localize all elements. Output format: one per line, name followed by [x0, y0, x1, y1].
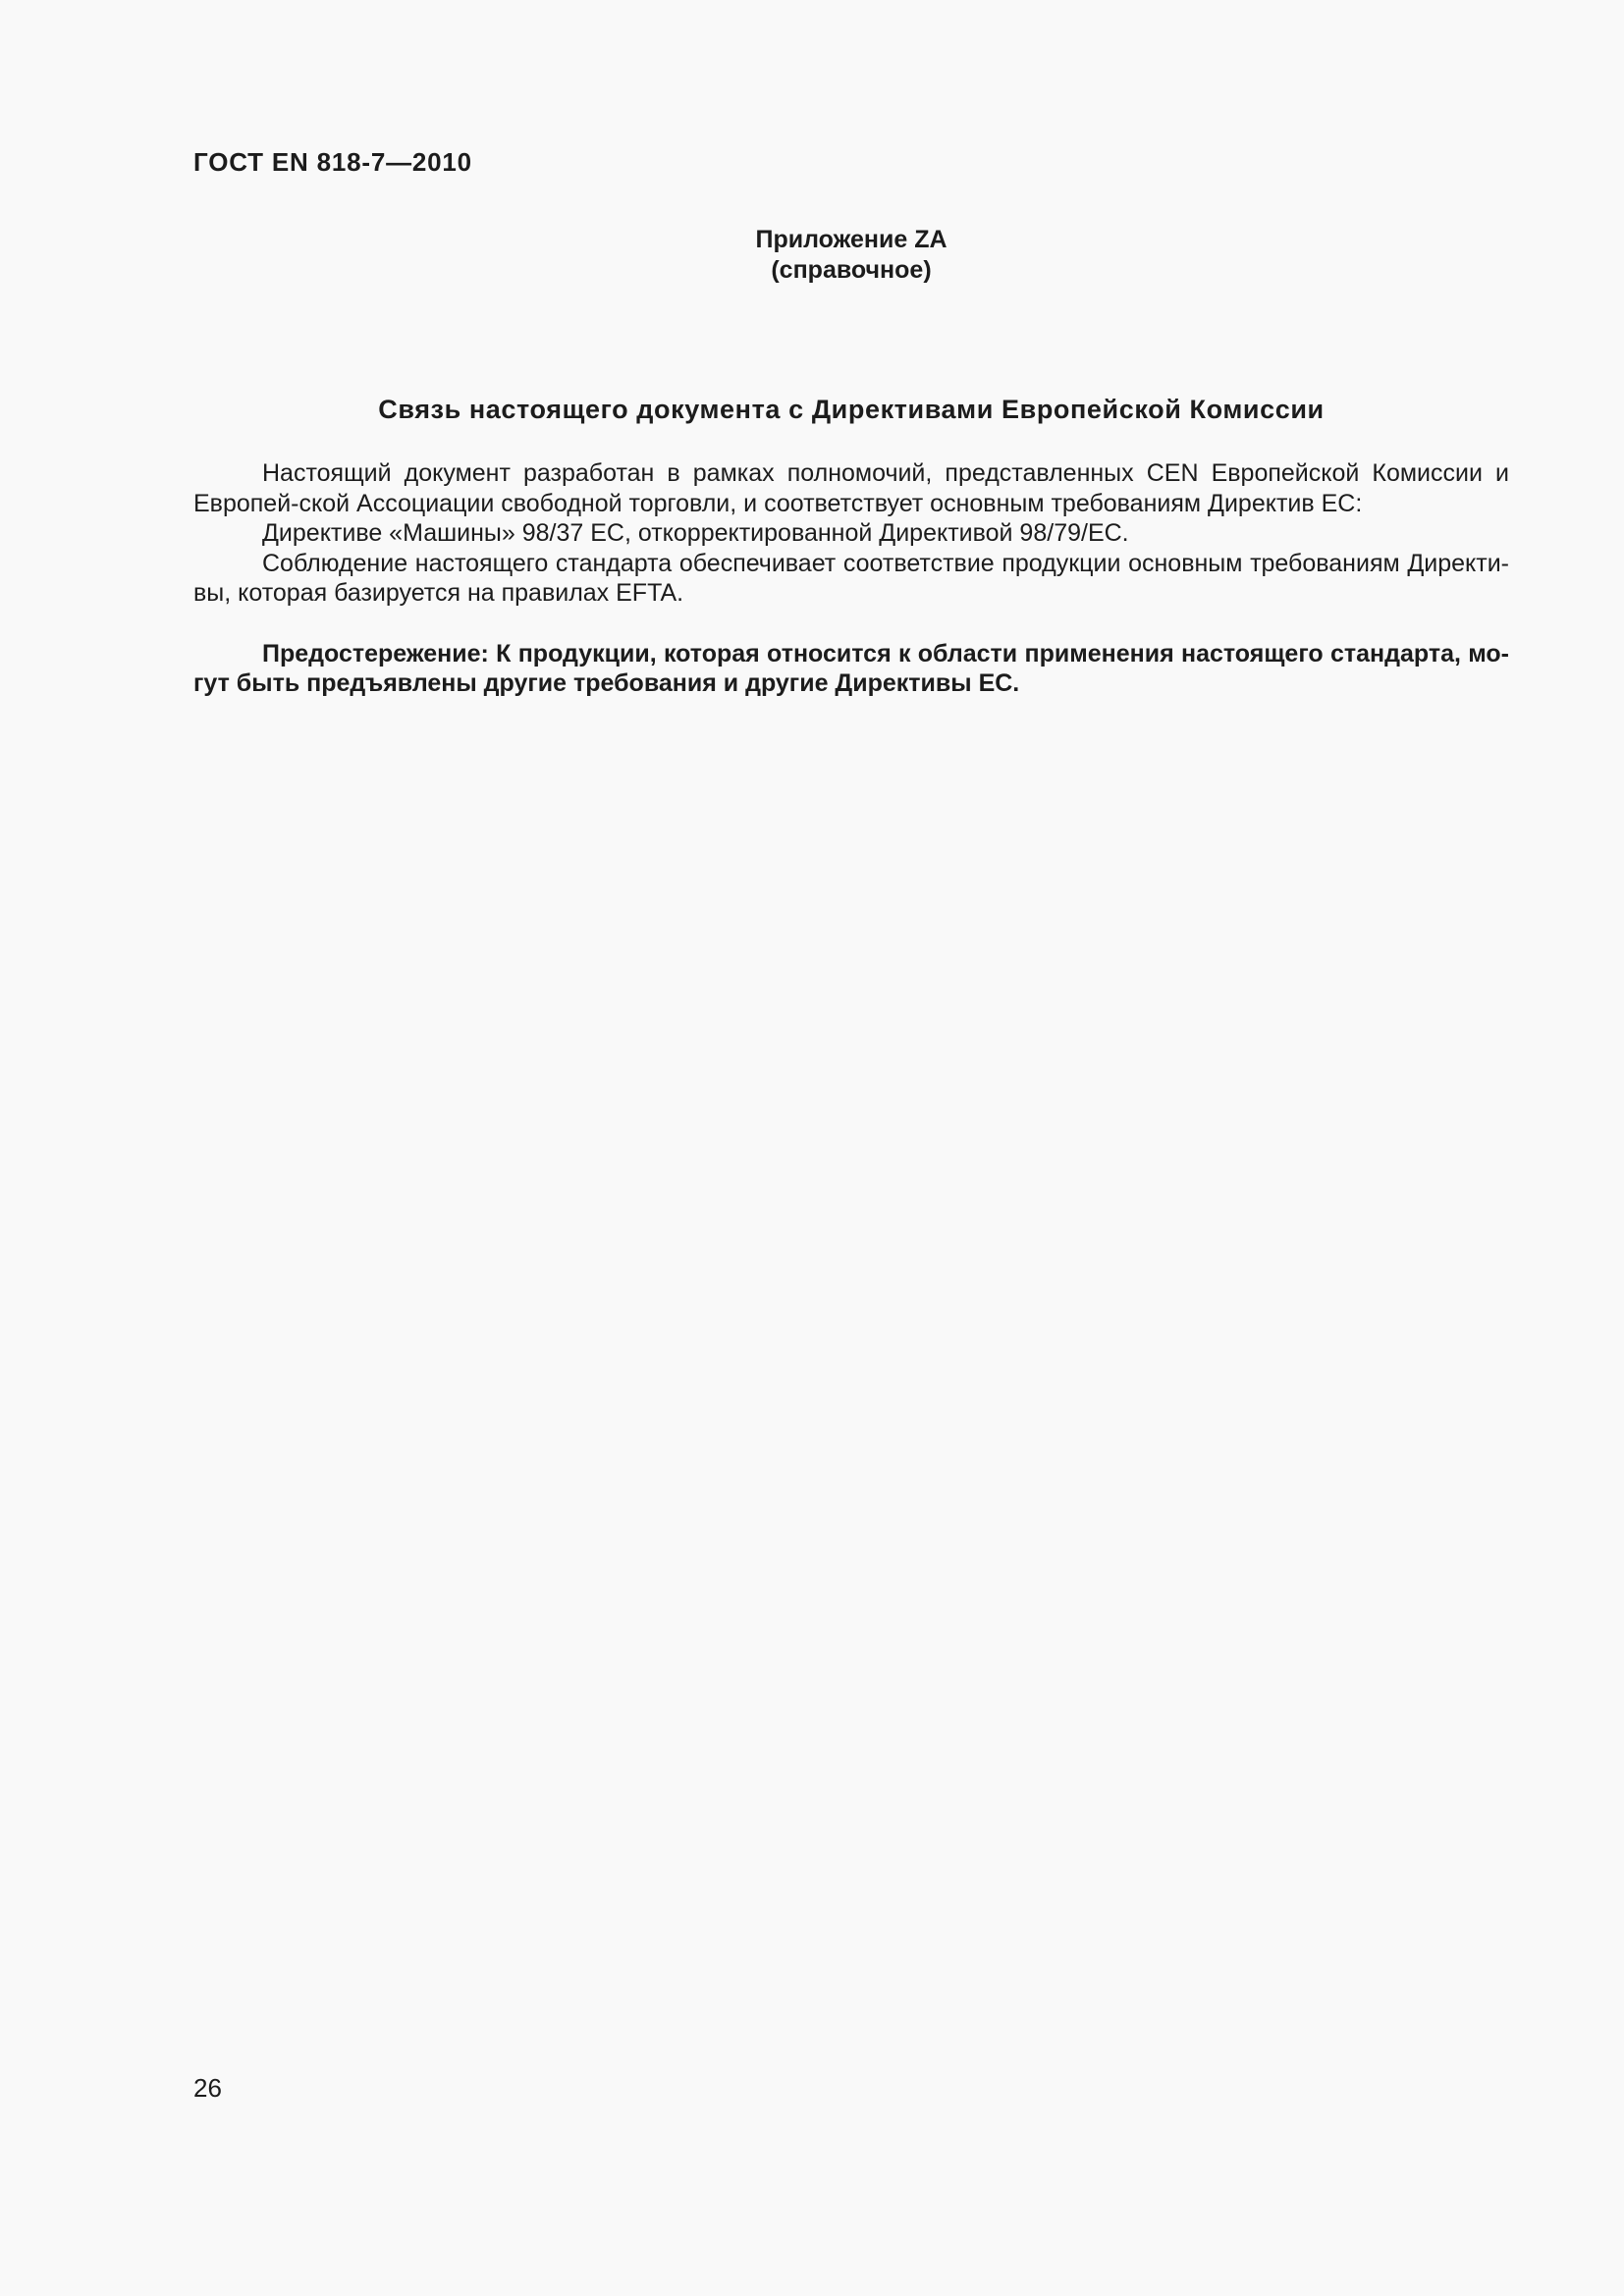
document-code-header: ГОСТ EN 818-7—2010 [193, 147, 472, 177]
annex-title: Приложение ZA [755, 226, 947, 253]
body-text [193, 458, 1509, 699]
page-number: 26 [193, 2073, 222, 2103]
annex-heading [0, 225, 1624, 286]
paragraph-directive: Директиве «Машины» 98/37 ЕС, откорректированной Директивой 98/79/ЕС. [262, 519, 1129, 547]
paragraph-compliance: Соблюдение настоящего стандарта обеспечивает соответствие продукции основным требованиям Директи-вы, которая базируется на правилах EFTA. [193, 549, 1509, 607]
annex-status: (справочное) [771, 256, 932, 284]
paragraph-mandate: Настоящий документ разработан в рамках полномочий, представленных CEN Европейской Комиссии и Европей-ской Ассоциации свободной торговли, и соответствует основным требованиям Директив ЕС: [193, 459, 1509, 517]
section-title: Связь настоящего документа с Директивами Европейской Комиссии [378, 395, 1325, 424]
warning-paragraph: Предостережение: К продукции, которая относится к области применения настоящего стандарта, мо-гут быть предъявлены другие требования и другие Директивы ЕС. [193, 639, 1509, 697]
